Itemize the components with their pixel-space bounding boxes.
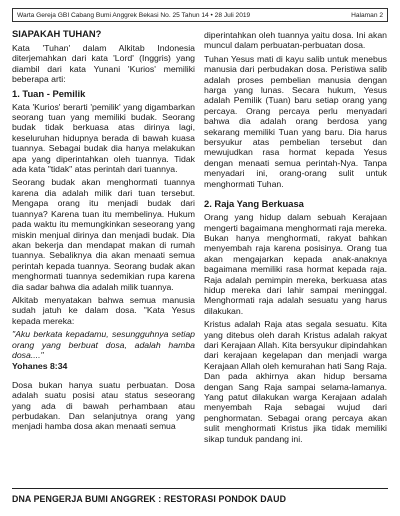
right-column <box>204 30 387 447</box>
paragraph: Seorang budak akan menghormati tuannya karena dia adalah milik dari tuan tersebut. Mengapa orang itu menjadi budak dari tuannya? Karena tuan itu membelinya. Hukum pada waktu itu memungkinkan seseorang yang miskin menjual dirinya dan menjadi budak. Dia akan bekerja dan mendapat makan di rumah tuannya. Sebaliknya dia akan menaati semua perintah kepada tuannya. Seorang budak akan menghormati tuannya sedemikian rupa karena dia sadar bahwa dia adalah milik tuannya. <box>12 177 195 292</box>
paragraph: Dosa bukan hanya suatu perbuatan. Dosa adalah suatu posisi atau status seseorang yang ada di bawah perhambaan atau perbudakan. Dan selanjutnya orang yang menjadi hamba dosa akan menaati semua <box>12 379 195 432</box>
section-heading-tuan: 1. Tuan - Pemilik <box>12 87 86 99</box>
paragraph: Kata 'Kurios' berarti 'pemilik' yang digambarkan seorang tuan yang memiliki budak. Seorang budak tidak berkuasa atas dirinya lagi, keseluruhan hidupnya berada di bawah kuasa tuannya. Sebagai budak dia hanya melakukan apa yang diperintahkan oleh tuannya. Tidak ada kata "tidak" atas perintah dari tuannya. <box>12 101 195 175</box>
section-heading-raja: 2. Raja Yang Berkuasa <box>204 198 304 210</box>
intro-paragraph: Kata 'Tuhan' dalam Alkitab Indonesia diterjemahkan dari kata 'Lord' (Inggris) yang diambil dari kata Yunani 'Kurios' memiliki beberapa arti: <box>12 43 195 85</box>
scripture-reference: Yohanes 8:34 <box>12 361 68 372</box>
paragraph: Orang yang hidup dalam sebuah Kerajaan mengerti bagaimana menghormati raja mereka. Bukan hanya menghormati, rakyat bahkan menyembah raja karena posisinya. Orang tua akan mengajarkan kepada anak-anaknya bagaimana memiliki rasa hormat kepada raja. Raja adalah pemimpin mereka, berkuasa atas hidup mereka dari lahir sampai meninggal. Menghormati raja adalah sesuatu yang harus dilakukan. <box>204 212 388 316</box>
page-header <box>12 8 388 22</box>
header-bulletin-info: Warta Gereja GBI Cabang Bumi Anggrek Bekasi No. 25 Tahun 14 • 28 Juli 2019 <box>17 12 251 19</box>
scripture-quote: "Aku berkata kepadamu, sesungguhnya setiap orang yang berbuat dosa, adalah hamba dosa...." <box>12 329 195 360</box>
paragraph: Alkitab menyatakan bahwa semua manusia sudah jatuh ke dalam dosa. "Kata Yesus kepada mereka: <box>12 294 195 326</box>
paragraph: Tuhan Yesus mati di kayu salib untuk menebus manusia dari perbudakan dosa. Peristiwa salib adalah proses pembelian manusia dengan harga yang lunas. Secara hukum, Yesus adalah Pemilik (Tuan) baru setiap orang yang percaya. Orang percaya perlu menyadari bahwa dia adalah orang berdosa yang sekarang memiliki Tuan yang baru. Dia harus bersyukur atas pembelian tersebut dan mewujudkan rasa hormat kepada Yesus dengan menaati semua perintah-Nya. Tanpa menyadari ini, orang-orang sulit untuk menghormati Tuhan. <box>204 53 387 189</box>
page-footer: DNA PENGERJA BUMI ANGGREK : RESTORASI PONDOK DAUD <box>12 488 388 504</box>
article-title: SIAPAKAH TUHAN? <box>12 28 102 39</box>
paragraph: diperintahkan oleh tuannya yaitu dosa. Ini akan muncul dalam perbuatan-perbuatan dosa. <box>204 30 387 51</box>
header-page-number: Halaman 2 <box>351 12 383 19</box>
paragraph: Kristus adalah Raja atas segala sesuatu. Kita yang ditebus oleh darah Kristus adalah rakyat dari Kerajaan Allah. Kita bersyukur dipindahkan dari kerajaan kegelapan dan menjadi warga Kerajaan Allah oleh kemurahan hati Sang Raja. Dan pada akhirnya akan hidup bersama dengan Sang Raja sampai selama-lamanya. Yang patut dilakukan warga Kerajaan adalah menyembah Raja sebagai wujud dari penghormatan. Sebagai orang percaya akan sulit menghormati Kristus jika tidak memiliki sikap tunduk pandang ini. <box>204 319 387 444</box>
left-column <box>12 28 195 435</box>
